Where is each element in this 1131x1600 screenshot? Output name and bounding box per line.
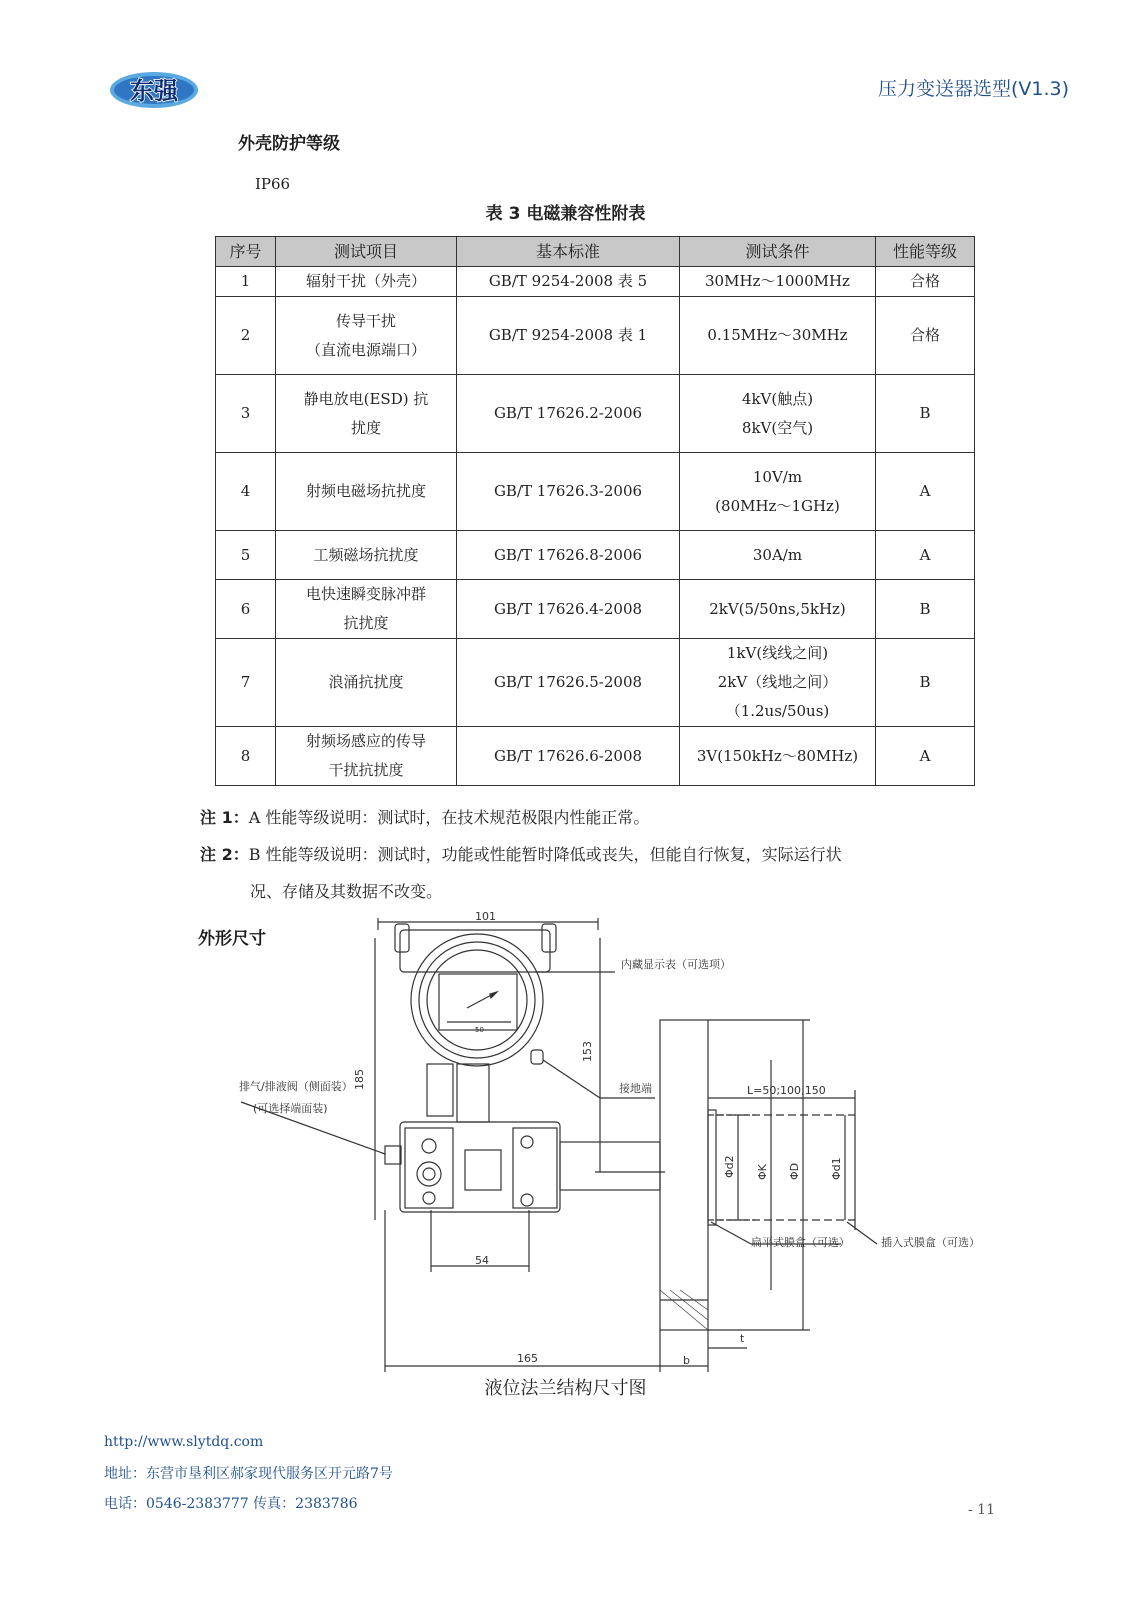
table-row (216, 639, 975, 727)
note-2-label: 注 2： (200, 845, 249, 864)
cell-condition-line: 2kV（线地之间） (717, 673, 838, 691)
cell-standard: GB/T 17626.5-2008 (457, 639, 680, 727)
footer-url[interactable]: http://www.slytdq.com (104, 1434, 264, 1450)
large-flange (660, 1020, 708, 1330)
table-row (216, 453, 975, 531)
cell-item (276, 375, 457, 453)
neck-left (427, 1064, 453, 1116)
flange-right (513, 1128, 557, 1208)
cell-condition (680, 727, 876, 786)
company-logo (108, 68, 200, 112)
cell-grade: B (876, 580, 975, 639)
cell-condition (680, 297, 876, 375)
header-standard: 基本标准 (457, 237, 680, 267)
note-2 (200, 843, 842, 867)
protection-heading: 外壳防护等级 (238, 134, 340, 154)
cell-grade: A (876, 453, 975, 531)
sensor-body (400, 1122, 560, 1212)
cell-standard: GB/T 17626.6-2008 (457, 727, 680, 786)
emc-table (215, 236, 975, 786)
cell-no: 4 (216, 453, 276, 531)
cell-item-line: 电快速瞬变脉冲群 (305, 585, 426, 603)
diaphragm-flat (708, 1110, 716, 1225)
note-2-text: B 性能等级说明：测试时，功能或性能暂时降低或丧失，但能自行恢复，实际运行状 (248, 845, 842, 864)
cell-item-line: 扰度 (350, 418, 381, 437)
cell-standard: GB/T 17626.8-2006 (457, 531, 680, 580)
display-inner-ring (427, 950, 527, 1050)
cell-condition-line: 3V(150kHz～80MHz) (696, 746, 859, 765)
protection-value: IP66 (255, 175, 291, 193)
cell-condition-line: 0.15MHz～30MHz (707, 326, 848, 344)
note-1 (200, 806, 649, 830)
table-row (216, 727, 975, 786)
cell-standard: GB/T 9254-2008 表 5 (457, 267, 680, 297)
cell-item-line: 浪涌抗扰度 (328, 673, 404, 691)
cell-condition-line: 30MHz～1000MHz (705, 272, 850, 290)
cell-item-line: 工频磁场抗扰度 (313, 545, 419, 564)
housing-cap-left (395, 924, 409, 952)
cell-item (276, 453, 457, 531)
cell-condition (680, 375, 876, 453)
cell-standard: GB/T 9254-2008 表 1 (457, 297, 680, 375)
header-no: 序号 (216, 237, 276, 267)
cell-standard: GB/T 17626.2-2006 (457, 375, 680, 453)
cell-no: 3 (216, 375, 276, 453)
table-header-row (216, 237, 975, 267)
dim-54: 54 (475, 1254, 489, 1267)
cell-item (276, 727, 457, 786)
dim-153: 153 (581, 1041, 594, 1062)
dim-b: b (683, 1354, 690, 1367)
cell-condition-line: 30A/m (752, 545, 803, 564)
note-1-label: 注 1： (200, 808, 249, 827)
dim-d2: Φd2 (723, 1155, 736, 1178)
page-number: - 11 (968, 1502, 995, 1518)
dim-185: 185 (353, 1069, 366, 1090)
document-title: 压力变送器选型(V1.3) (877, 78, 1069, 100)
table-caption: 表 3 电磁兼容性附表 (485, 204, 646, 224)
cell-grade: A (876, 531, 975, 580)
cell-item-line: 抗扰度 (343, 614, 389, 632)
housing-cap-right (542, 924, 556, 952)
cell-no: 2 (216, 297, 276, 375)
vent-valve (385, 1146, 401, 1164)
cell-grade: A (876, 727, 975, 786)
dim-101: 101 (475, 910, 496, 923)
cell-item-line: 静电放电(ESD) 抗 (303, 389, 429, 408)
callout-flat-diaphragm: 扁平式膜盒（可选） (751, 1236, 850, 1249)
cell-item (276, 267, 457, 297)
cell-no: 5 (216, 531, 276, 580)
cell-grade: 合格 (876, 297, 975, 375)
dim-D: ΦD (788, 1162, 801, 1180)
footer-phone: 电话：0546-2383777 传真：2383786 (104, 1496, 358, 1512)
logo-text: 东强 (130, 77, 178, 105)
cell-condition (680, 639, 876, 727)
cell-item (276, 580, 457, 639)
cell-item-line: （直流电源端口） (305, 340, 426, 359)
cell-condition-line: 8kV(空气) (741, 418, 814, 437)
cell-grade: B (876, 639, 975, 727)
cell-condition-line: 2kV(5/50ns,5kHz) (709, 599, 846, 618)
cell-no: 8 (216, 727, 276, 786)
table-row (216, 580, 975, 639)
cell-item-line: 射频场感应的传导 (305, 732, 426, 750)
dim-t: t (740, 1332, 745, 1345)
callout-display: 内藏显示表（可选项） (621, 958, 731, 971)
table-row (216, 267, 975, 297)
table-row (216, 375, 975, 453)
cell-item (276, 531, 457, 580)
header-condition: 测试条件 (680, 237, 876, 267)
cell-condition-line: (80MHz～1GHz) (715, 496, 840, 515)
dim-d1: Φd1 (830, 1157, 843, 1180)
dim-165: 165 (517, 1352, 538, 1365)
cell-condition (680, 580, 876, 639)
callout-ground: 接地端 (619, 1082, 652, 1095)
display-outer-ring (411, 934, 543, 1066)
cell-no: 6 (216, 580, 276, 639)
process-pipe (560, 1142, 660, 1190)
neck-right (457, 1064, 489, 1122)
housing-top (400, 930, 550, 972)
cell-item-line: 射频电磁场抗扰度 (305, 482, 426, 500)
cell-grade: 合格 (876, 267, 975, 297)
cell-item-line: 传导干扰 (335, 311, 396, 330)
cell-item (276, 639, 457, 727)
cell-item-line: 辐射干扰（外壳） (305, 272, 426, 290)
callout-vent-alt: (可选择端面装) (253, 1102, 328, 1115)
cell-no: 7 (216, 639, 276, 727)
cell-condition (680, 453, 876, 531)
table-row (216, 531, 975, 580)
figure-caption: 液位法兰结构尺寸图 (484, 1378, 647, 1399)
cell-standard: GB/T 17626.4-2008 (457, 580, 680, 639)
cell-condition-line: 4kV(触点) (741, 389, 814, 408)
dimensions-heading: 外形尺寸 (198, 929, 266, 949)
cell-condition-line: （1.2us/50us) (725, 702, 830, 720)
callout-vent: 排气/排液阀（侧面装） (239, 1080, 353, 1093)
dim-K: ΦK (756, 1164, 769, 1180)
cell-grade: B (876, 375, 975, 453)
cell-item-line: 干扰抗扰度 (328, 761, 404, 779)
dim-L: L=50;100;150 (747, 1084, 826, 1097)
cell-item (276, 297, 457, 375)
cell-condition (680, 267, 876, 297)
cell-condition (680, 531, 876, 580)
callout-insert-diaphragm: 插入式膜盒（可选） (881, 1236, 980, 1249)
cell-no: 1 (216, 267, 276, 297)
note-1-text: A 性能等级说明：测试时，在技术规范极限内性能正常。 (248, 808, 650, 827)
cell-standard: GB/T 17626.3-2006 (457, 453, 680, 531)
header-grade: 性能等级 (876, 237, 975, 267)
ground-terminal (531, 1050, 543, 1064)
table-row (216, 297, 975, 375)
footer-address: 地址：东营市垦利区郝家现代服务区开元路7号 (104, 1466, 393, 1482)
note-2-continued: 况、存储及其数据不改变。 (250, 882, 443, 901)
cell-condition-line: 10V/m (752, 467, 803, 486)
display-scale: 50 (475, 1026, 484, 1034)
cell-condition-line: 1kV(线线之间) (726, 644, 829, 662)
header-item: 测试项目 (276, 237, 457, 267)
flange-dimension-drawing (235, 910, 995, 1380)
